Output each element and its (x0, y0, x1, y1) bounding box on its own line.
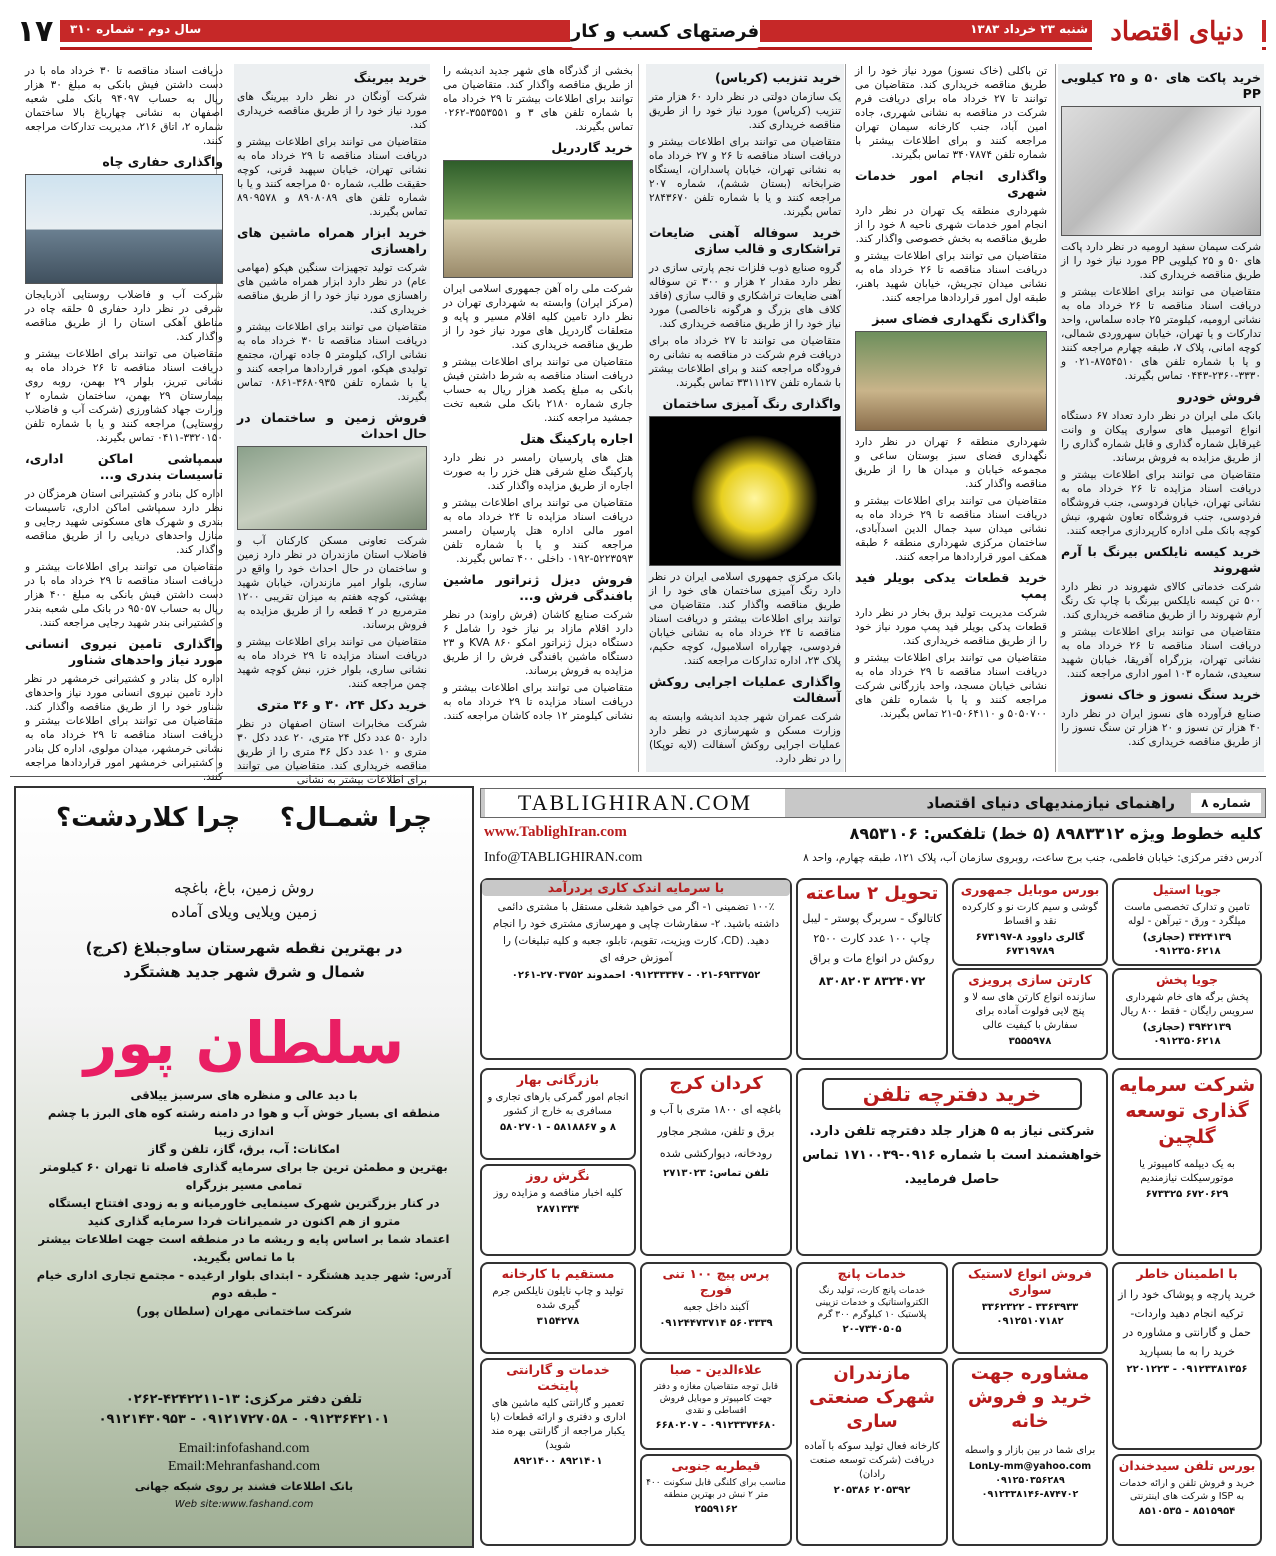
ad-text: پخش برگه های خام شهرداری سرویس رایگان - فقط ۸۰۰ ریال (1120, 992, 1254, 1017)
ad-text: باغچه ای ۱۸۰۰ متری با آب و برق و تلفن، مشجر مجاور رودخانه، دیوارکشی شده (650, 1103, 782, 1160)
article-headline: خرید بیرینگ (353, 70, 427, 85)
ad-title: با سرمایه اندک کاری پردرآمد (482, 880, 790, 896)
ad-emails (16, 1440, 472, 1476)
article-text: اداره کل بنادر و کشتیرانی استان هرمزگان در نظر دارد سمپاشی اماکن اداری، تاسیسات بندری و شهرک های مسکونی شهید رجایی و منازل واحدهای دریایی را از طریق مناقصه واگذار کند. (25, 488, 223, 556)
article-text: یک سازمان دولتی در نظر دارد ۶۰ هزار متر تنزیب (کریاس) مورد نیاز خود را از طریق مناقصه خریداری کند. (649, 91, 841, 131)
article-text: اداره کل بنادر و کشتیرانی خرمشهر در نظر دارد تامین نیروی انسانی مورد نیاز واحدهای شناور خود را از طریق مناقصه واگذار کند. متقاضیان می توانند برای اطلاعات بیشتر و دریافت اسناد مناقصه تا ۲۹ خرداد ماه به نشانی خرمشهر، میدان مولوی، اداره کل بنادر و کشتیرانی خرمشهر امور قراردادها مراجعه کنند. (25, 673, 223, 783)
article-headline: واگذاری عملیات اجرایی روکش آسفالت (649, 674, 841, 705)
ad-title: قیطریه جنوبی (671, 1458, 761, 1473)
ad-title: تحویل ۲ ساعته (805, 883, 939, 904)
article-text: شرکت مخابرات استان اصفهان در نظر دارد ۵۰ عدد دکل ۲۴ متری، ۲۰ عدد دکل ۳۰ متری و ۱۰ عدد دکل ۳۶ متری را از طریق مناقصه خریداری کند. متقاضیان می توانند برای اطلاعات بیشتر به نشانی (237, 718, 428, 786)
classified-ad (640, 1358, 792, 1450)
ad-text: تامین و تدارک تخصصی ماست میلگرد - ورق - تیرآهن - لوله (1124, 902, 1250, 927)
classified-ad (480, 878, 792, 1060)
classified-ad (1112, 1262, 1262, 1450)
ad-text: خرید و فروش تلفن و ارائه خدمات به ISP و شرکت های اینترنتی (1119, 1478, 1255, 1502)
website-link[interactable]: www.TablighIran.com (484, 824, 627, 840)
classifieds-banner (480, 788, 1266, 818)
ad-title: خرید دفترچه تلفن (822, 1078, 1082, 1110)
ad-phone: ۵۶۰۳۳۳۹ ۰۹۱۲۴۴۷۳۷۱۴ (659, 1318, 773, 1329)
contact-phones: کلیه خطوط ویژه ۸۹۸۳۳۱۲ (۵ خط) تلفکس: ۸۹۵۳۱۰۶ (849, 824, 1262, 843)
article-text: شرکت ملی راه آهن جمهوری اسلامی ایران (مرکز ایران) وابسته به شهرداری تهران در نظر دارد تامین کلیه اقلام مسیر و پایه و متعلقات گاردریل های مورد نیاز خود را از طریق مناقصه خریداری کند. (443, 283, 633, 351)
ad-phone: ۳۱۵۴۲۷۸ (536, 1316, 580, 1327)
ad-title: فروش انواع لاستیک سواری (968, 1266, 1092, 1297)
ad-phone: تلفن تماس: ۲۷۱۳۰۲۳ (663, 1168, 769, 1179)
classified-ad (480, 1164, 636, 1256)
classified-ad (952, 1262, 1108, 1354)
ad-phone-line: ۰۹۱۲۳۶۴۲۱۰۱ - ۰۹۱۲۱۷۲۷۰۵۸ - ۰۹۱۲۱۴۳۰۹۵۳ (98, 1412, 390, 1427)
ad-question-1: چرا شمـال؟ (279, 803, 432, 833)
classified-ad (796, 1262, 948, 1354)
article-text: متقاضیان می توانند برای اطلاعات بیشتر و دریافت اسناد مزایده تا ۲۶ خرداد ماه به نشانی تهران، خیابان فردوسی، جنب فروشگاه فردوسی، جنب فروشگاه تعاون شهرو، نبش کوچه بانک ملی اداره کارپردازی مراجعه کنند. (1061, 469, 1261, 537)
ad-phone: گالری داوود ۸-۶۷۳۱۹۷ ۶۷۳۱۹۷۸۹ (975, 932, 1085, 957)
guardrail-photo (443, 160, 633, 278)
article-text: متقاضیان می توانند برای اطلاعات بیشتر و دریافت اسناد مناقصه تا ۲۶ خرداد ماه به نشانی میدان تجریش، خیابان شهید باهنر، طبقه اول امور قراردادها مراجعه کنند. (855, 250, 1047, 304)
ad-phone: ۲۸۷۱۳۳۴ (536, 1204, 580, 1215)
email-link[interactable]: Info@TABLIGHIRAN.com (484, 850, 643, 865)
page-header (10, 14, 1266, 50)
article-headline: واگذاری تامین نیروی انسانی مورد نیاز واحدهای شناور (25, 636, 223, 667)
ad-text: کارخانه فعال تولید سوکه با آماده دریافت (شرکت توسعه صنعت رادان) (804, 1441, 940, 1480)
article-text: متقاضیان می توانند برای اطلاعات بیشتر و دریافت اسناد مزایده تا ۲۹ خرداد ماه به نشانی کیلومتر ۱۲ جاده کاشان مراجعه کنند. (443, 682, 633, 722)
article-headline: خرید گاردریل (551, 140, 633, 155)
article-text: متقاضیان می توانند برای اطلاعات بیشتر و دریافت اسناد مناقصه تا ۲۶ خرداد ماه به نشانی ارومیه، کیلومتر ۲۵ جاده سلماس، واحد تدارکات و یا تهران، خیابان سهروردی شمالی، کوچه امانی، پلاک ۷، طبقه چهارم مراجعه کنند و یا با شماره تلفن های ۸۷۵۴۵۱۰-۰۲۱ و ۳۳۳۰-۲۳۶۰-۰۴۴۳ تماس بگیرند. (1061, 286, 1262, 382)
ad-line: روش زمین، باغ، باغچه (173, 879, 315, 897)
article-text: شرکت آونگان در نظر دارد بیرینگ های مورد نیاز خود را از طریق مناقصه خریداری کند. (237, 91, 427, 131)
article-text: شرکت مدیریت تولید برق بخار در نظر دارد قطعات یدکی بویلر فید پمپ مورد نیاز خود را از طریق مناقصه خریداری کند. (855, 607, 1047, 647)
article-headline: خرید تنزیب (کریاس) (714, 70, 841, 85)
ad-text: برای شما در بین بازار و واسطه (964, 1445, 1096, 1456)
article-text: شرکت آب و فاضلاب روستایی آذربایجان شرقی در نظر دارد حفاری ۵ حلقه چاه در مناطق آهکی استان را از طریق مناقصه واگذار کند. (25, 289, 223, 343)
newspaper-logo: دنیای اقتصاد (1092, 14, 1262, 50)
ad-body-line: با دید عالی و منظره های سرسبز ییلاقی (130, 1088, 358, 1102)
banner-number: شماره ۸ (1191, 793, 1261, 813)
ad-title: با اطمینان خاطر (1136, 1266, 1238, 1281)
article-headline: فروش دیزل ژنراتور ماشین بافندگی فرش و... (443, 572, 633, 603)
ad-text: شرکتی نیاز به ۵ هزار جلد دفترچه تلفن دارد. خواهشمند است با شماره ۰۹۱۶-۱۷۱۰۰۳۹ تماس حاصل فرمایید. (802, 1124, 1102, 1187)
classified-ad (796, 1358, 948, 1546)
news-column-2 (852, 64, 1050, 772)
article-text: متقاضیان می توانند برای اطلاعات بیشتر و دریافت اسناد مناقصه تا ۲۶ خرداد ماه به نشانی تبریز، بلوار ۲۹ بهمن، روبه روی بیمارستان ۲۹ بهمن، ساختمان شماره ۲ وزارت جهاد کشاورزی (شرکت آب و فاضلاب روستایی) مراجعه کنند و یا با شماره تلفن ۳۳۲۰۱۵۰-۰۴۱۱ تماس بگیرند. (25, 348, 224, 444)
ad-network-note: بانک اطلاعات فشند بر روی شبکه جهانی (134, 1480, 354, 1493)
ad-title: جویا پخش (1156, 972, 1218, 987)
article-text: متقاضیان می توانند برای اطلاعات بیشتر و دریافت اسناد مناقصه تا ۳۰ خرداد ماه به نشانی اراک، کیلومتر ۵ جاده تهران، مجتمع تولیدی هپکو، امور قراردادها مراجعه کنند و یا با شماره تلفن ۳۶۸۰۹۳۵-۰۸۶۱ تماس بگیرند. (237, 321, 428, 403)
ad-text: قابل توجه متقاضیان مغازه و دفتر جهت کامپیوتر و موبایل فروش اقساطی و نقدی (653, 1382, 779, 1416)
ad-phone: ۳۳۶۳۹۳۳ - ۳۳۶۲۳۲۲ ۰۹۱۲۵۱۰۷۱۸۲ (981, 1302, 1079, 1327)
real-estate-advertisement (14, 786, 474, 1548)
article-headline: خرید سوفاله آهنی ضایعات تراشکاری و قالب سازی (649, 225, 841, 256)
article-text: متقاضیان می توانند برای اطلاعات بیشتر و دریافت اسناد مناقصه تا ۲۹ خرداد ماه به نشانی تهران، خیابان سپهبد قرنی، کوچه حقیقت طلب، شماره ۵۰ مراجعه کنند و یا با شماره تلفن های ۸۹۰۸۰۸۹ و ۸۹۰۹۵۷۸ تماس بگیرند. (237, 136, 428, 218)
cement-bags-photo (1061, 106, 1261, 236)
ad-text: تولید و چاپ نایلون نایلکس جرم گیری شده (492, 1286, 624, 1311)
ad-title: مازندران شهرک صنعتی ساری (809, 1363, 935, 1432)
classified-ad (952, 1358, 1108, 1546)
ad-title: کردان کرج (669, 1073, 763, 1094)
classified-ad (480, 1262, 636, 1354)
article-text: متقاضیان می توانند برای اطلاعات بیشتر و دریافت اسناد مناقصه تا ۲۹ خرداد ماه با در دست داشتن فیش بانکی به مبلغ ۴۰۰ هزار ریال به حساب ۹۵۰۵۷ در بانک ملی شعبه بندر و کشتیرانی بندر شهید رجایی مراجعه کنند. (25, 561, 224, 629)
ad-title: جویا استیل (1152, 882, 1222, 897)
article-text: شهرداری منطقه ۶ تهران در نظر دارد نگهداری فضای سبز بوستان ساعی و مجموعه خیابان و میدان ها را از طریق مناقصه واگذار کند. (855, 436, 1047, 490)
article-text: شرکت تولید تجهیزات سنگین هپکو (مهامی عام) در نظر دارد ابزار همراه ماشین های راهسازی مورد نیاز خود را از طریق مناقصه خریداری کند. (237, 262, 427, 316)
page-number: ۱۷ (10, 14, 60, 50)
article-text: هتل های پارسیان رامسر در نظر دارد پارکینگ ضلع شرقی هتل خزر را به صورت اجاره از طریق مزایده واگذار کند. (443, 452, 633, 492)
article-headline: خرید پاکت های ۵۰ و ۲۵ کیلویی PP (1061, 70, 1261, 101)
ad-text: به یک دیپلمه کامپیوتر یا موتورسیکلت نیازمندیم (1139, 1159, 1235, 1184)
article-text: تن باکلی (خاک نسوز) مورد نیاز خود را از طریق مناقصه خریداری کند. متقاضیان می توانند تا ۲۷ خرداد ماه برای دریافت فرم شرکت در مناقصه به نشانی شهرری، جاده امین آباد، جنب کارخانه سیمان تهران مراجعه کنند و برای اطلاعات بیشتر با شماره تلفن ۳۴۰۷۸۷۴ تماس بگیرند. (855, 65, 1047, 161)
article-text: متقاضیان می توانند برای اطلاعات بیشتر و دریافت اسناد مناقصه تا ۲۹ خرداد ماه به نشانی خیابان مسجد، واحد بازرگانی شرکت مراجعه کنند و یا با شماره تلفن های ۵۰۵۰۷۰۰ و ۵۰۶۴۱۱۰-۲۱ تماس بگیرند. (855, 652, 1047, 720)
ad-title: علاءالدین - صبا (669, 1362, 763, 1377)
banner-site[interactable]: TABLIGHIRAN.COM (485, 789, 785, 817)
ad-title: شرکت سرمایه گذاری توسعه گلچین (1118, 1074, 1256, 1148)
article-text: بانک مرکزی جمهوری اسلامی ایران در نظر دارد رنگ آمیزی ساختمان های خود را از طریق مناقصه واگذار کند. متقاضیان می توانند برای اطلاعات بیشتر و دریافت اسناد مناقصه تا ۲۴ خرداد ماه به نشانی خیابان فردوسی، چهارراه اسلامبول، کوچه حکیم، پلاک ۲۳، اداره تدارکات مراجعه کنند. (649, 571, 841, 667)
ad-text: خدمات پانچ کارت، تولید رنگ الکترواستاتیک و خدمات تزیینی پلاستیک ۱۰ کیلوگرم ۳۰۰ گرم (815, 1286, 929, 1320)
banner-title: راهنمای نیازمندیهای دنیای اقتصاد (926, 794, 1175, 812)
ad-phone: ۳۵۵۵۹۷۸ (1008, 1036, 1052, 1047)
article-text: شرکت تعاونی مسکن کارکنان آب و فاضلاب استان مازندران در نظر دارد زمین و ساختمان در حال احداث خود را واقع در ساری، بلوار امیر مازندران، خیابان شهید بهشتی، کوچه هفتم به میزان تقریبی ۱۲۰۰ مترمربع در ۲ قطعه را از طریق مزایده به فروش برساند. (237, 535, 427, 631)
park-photo (855, 331, 1047, 431)
ad-text: سازنده انواع کارتن های سه لا و پنج لایی فولوت آماده برای سفارش با کیفیت عالی (964, 992, 1096, 1031)
article-text: شهرداری منطقه یک تهران در نظر دارد انجام امور خدمات شهری ناحیه ۸ خود را از طریق مناقصه به بخش خصوصی واگذار کند. (855, 205, 1047, 245)
classified-ad (1112, 968, 1262, 1060)
ad-phones (34, 1390, 454, 1430)
article-text: شرکت عمران شهر جدید اندیشه وابسته به وزارت مسکن و شهرسازی در نظر دارد عملیات اجرایی روکش آسفالت (لایه توپکا) را در نظر دارد. (649, 711, 841, 765)
issue-date: شنبه ۲۳ خرداد ۱۳۸۳ (970, 22, 1088, 36)
article-text: شرکت صنایع کاشان (فرش راوند) در نظر دارد اقلام مازاد بر نیاز خود را شامل ۶ دستگاه دیزل ژنراتور امکو KVA ۸۶۰ و ۲۳ دستگاه ماشین بافندگی فرش را از طریق مزایده به فروش برساند. (443, 609, 633, 677)
ad-phone: ۰۲۱-۶۹۳۳۷۵۲ - ۰۹۱۲۳۳۳۴۷ احمدوند ۲۷۰۳۷۵۲-۰۲۶۱ (511, 970, 761, 981)
column-divider (1055, 64, 1056, 772)
classified-ad (796, 1068, 1108, 1256)
ad-body-line: امکانات: آب، برق، گاز، تلفن و گاز (148, 1142, 340, 1156)
section-title: فرصتهای کسب و کار (570, 16, 760, 48)
article-headline: واگذاری رنگ آمیزی ساختمان (662, 396, 841, 411)
article-text: صنایع فرآورده های نسوز ایران در نظر دارد ۴۰ هزار تن نسوز و ۲۰ هزار تن سنگ نسوز را از طریق مناقصه خریداری کند. (1061, 708, 1261, 748)
ad-phone: ۸ و ۵۸۱۸۸۶۷ - ۵۸۰۲۷۰۱ (500, 1122, 616, 1133)
ad-text: انجام امور گمرکی بارهای تجاری و مسافری به خارج از کشور (487, 1092, 629, 1117)
ad-body-line: در کنار بزرگترین شهرک سینمایی خاورمیانه و به زودی افتتاح ایستگاه مترو از هم اکنون در شمیرانات فردا سرمایه گذاری کنید (48, 1196, 440, 1228)
article-text: دریافت اسناد مناقصه تا ۳۰ خرداد ماه با در دست داشتن فیش بانکی به مبلغ ۳۰ هزار ریال به حساب ۹۴۰۹۷ بانک ملی شعبه اصفهان به نشانی چهارباغ بالا ساختمان شماره ۲، اتاق ۲۱۶، مدیریت تدارکات مراجعه کنند. (25, 65, 223, 147)
article-text: شرکت خدماتی کالای شهروند در نظر دارد ۵۰۰ تن کیسه نایلکس بیرنگ با چاپ تک رنگ آرم شهروند را از طریق مناقصه خریداری کند. (1061, 581, 1261, 621)
ad-title: خدمات پانچ (837, 1266, 907, 1281)
news-column-3 (646, 64, 844, 772)
classified-ad (640, 1262, 792, 1354)
ad-phone: ۸۳۲۴۰۷۲ ۸۳۰۸۲۰۳ (818, 974, 926, 988)
article-headline: خرید ابزار همراه ماشین های راهسازی (237, 225, 427, 256)
article-text: متقاضیان می توانند تا ۲۷ خرداد ماه برای دریافت فرم شرکت در مناقصه به نشانی ره فرودگاه مراجعه کنند و برای اطلاعات بیشتر با شماره تلفن ۳۳۱۱۱۲۷ تماس بگیرند. (649, 335, 841, 389)
ad-text: ۱۰۰٪ تضمینی ۱- اگر می خواهید شغلی مستقل با مشتری دائمی داشته باشید. ۲- سفارشات چاپی و مهرسازی مشتری خود را انجام دهید. (CD، کارت ویزیت، تقویم، تابلو، جعبه و کلیه تبلیغات) را آموزش حرفه ای (492, 901, 780, 964)
ad-phone-line: تلفن دفتر مرکزی: ۱۳-۴۲۴۲۲۱۱-۰۲۶۲ (125, 1392, 363, 1407)
article-headline: خرید دکل ۲۴، ۳۰ و ۳۶ متری (256, 697, 427, 712)
ad-body-line: آدرس: شهر جدید هشتگرد - ابتدای بلوار ارغیده - مجتمع تجاری اداری خیام - طبقه دوم (36, 1268, 452, 1300)
well-drilling-photo (25, 174, 223, 284)
section-divider (10, 776, 1266, 777)
ad-title: خدمات و گارانتی پایتخت (506, 1362, 610, 1393)
ad-line: زمین ویلایی ویلای آماده (171, 903, 317, 921)
ad-body-line: شرکت ساختمانی مهران (سلطان پور) (136, 1304, 352, 1318)
ad-email[interactable]: Email:Mehranfashand.com (167, 1459, 320, 1474)
article-text: متقاضیان می توانند برای اطلاعات بیشتر و دریافت اسناد مزایده تا ۲۹ خرداد ماه به نشانی ساری، بلوار خزر، نبش کوچه شهید چمن مراجعه کنند. (237, 636, 427, 690)
classified-ad (1112, 1068, 1262, 1256)
classified-ad (952, 878, 1108, 966)
ad-text: گوشی و سیم کارت نو و کارکرده نقد و اقساط (961, 902, 1099, 927)
paint-photo (649, 416, 841, 566)
ad-title: بورس تلفن سیدخندان (1118, 1458, 1256, 1473)
article-text: متقاضیان می توانند برای اطلاعات بیشتر و دریافت اسناد مناقصه به شرط داشتن فیش بانکی به مبلغ یکصد هزار ریال به حساب جاری شماره ۲۱۸۰ بانک ملی شعبه تخت جمشید مراجعه کنند. (443, 356, 633, 424)
news-column-5 (234, 64, 430, 786)
aerial-site-photo (237, 446, 427, 530)
ad-phone: ۲۵۵۹۱۶۲ (694, 1504, 738, 1515)
ad-phone: ۰۹۱۲۳۳۸۱۳۵۶ - ۲۲۰۱۲۲۳ (1126, 1364, 1248, 1375)
ad-body-line: بهترین و مطمئن ترین جا برای سرمایه گذاری فاصله تا تهران ۶۰ کیلومتر تمامی مسیر بزرگراه (40, 1160, 448, 1192)
ad-text: تعمیر و گارانتی کلیه ماشین های اداری و دفتری و ارائه قطعات (با یکبار مراجعه از گارانتی بهره مند شوید) (490, 1398, 626, 1451)
ad-question-2: چرا کلاردشت؟ (56, 803, 241, 833)
classified-ad (480, 1358, 636, 1546)
article-headline: واگذاری نگهداری فضای سبز (872, 311, 1047, 326)
ad-body-line: اعتماد شما بر اساس پایه و ریشه ما در منطقه است جهت اطلاعات بیشتر با ما تماس بگیرید. (38, 1232, 450, 1264)
classified-ad (480, 1068, 636, 1160)
ad-title: کارتن سازی پرویزی (968, 972, 1092, 987)
ad-phone: ۶۷۲۰۶۲۹ ۶۷۳۳۲۵ (1145, 1189, 1229, 1200)
ad-phone: ۸۵۱۵۹۵۴ - ۸۵۱۰۵۳۵ (1138, 1506, 1236, 1517)
article-headline: واگذاری انجام امور خدمات شهری (855, 168, 1047, 199)
classified-ad (1112, 1454, 1262, 1546)
ad-title: مشاوره جهت خرید و فروش خانه (967, 1363, 1093, 1432)
ad-title: بازرگانی بهار (516, 1072, 600, 1087)
volume-number: سال دوم - شماره ۳۱۰ (70, 22, 202, 36)
article-headline: اجاره پارکینگ هتل (519, 431, 633, 446)
classified-ad (952, 968, 1108, 1060)
classified-ad (796, 878, 948, 1060)
article-text: بخشی از گذرگاه های شهر جدید اندیشه را از طریق مناقصه واگذار کند. متقاضیان می توانند برای اطلاعات بیشتر تا ۲۹ خرداد ماه با شماره تلفن های ۳ و ۳۵۵۳۵۵۱-۰۲۶۲ تماس بگیرند. (443, 65, 633, 133)
article-headline: فروش خودرو (1177, 389, 1261, 404)
ad-text: کلیه اخبار مناقصه و مزایده روز (493, 1188, 623, 1199)
column-divider (638, 64, 639, 772)
article-headline: خرید کیسه نایلکس بیرنگ با آرم شهروند (1061, 544, 1261, 575)
ad-title: بورس موبایل جمهوری (960, 882, 1100, 897)
ad-phone: LonLy-mm@yahoo.com ۰۹۱۲۵۰۳۵۶۲۸۹ ۰۹۱۲۳۳۸۱۴۶-۸۷۴۷۰۲ (968, 1461, 1092, 1500)
article-headline: واگذاری حفاری چاه (102, 154, 223, 169)
ad-text: خرید پارچه و پوشاک خود را از ترکیه انجام دهید واردات- حمل و گارانتی و مشاوره در خرید را به ما بسپارید (1118, 1288, 1256, 1358)
classifieds-contact (480, 820, 1266, 872)
ad-title: مستقیم با کارخانه (501, 1266, 615, 1281)
ad-title: پرس پیچ ۱۰۰ تنی فورج (662, 1266, 770, 1297)
article-text: متقاضیان می توانند برای اطلاعات بیشتر و دریافت اسناد مناقصه تا ۲۶ خرداد ماه به نشانی تهران، بزرگراه آفریقا، خیابان شهید سعیدی، شماره ۱۰۳ امور اداری مراجعه کنند. (1061, 626, 1261, 680)
ad-phone: ۲۰۵۳۹۲ ۲۰۵۳۸۶ (833, 1485, 911, 1496)
column-divider (845, 64, 846, 772)
ad-phone: ۰۹۱۲۳۳۷۴۶۸۰ - ۶۶۸۰۲۰۷ (655, 1420, 777, 1431)
ad-text: آکبند داخل جعبه (683, 1302, 749, 1313)
ad-body-line: منطقه ای بسیار خوش آب و هوا در دامنه رشته کوه های البرز با چشم اندازی زیبا (47, 1106, 441, 1138)
ad-text: کاتالوگ - سربرگ پوستر - لیبل چاپ ۱۰۰ عدد کارت ۲۵۰۰ روکش در انواع مات و براق (802, 912, 942, 965)
ad-email[interactable]: Email:infofashand.com (178, 1441, 310, 1456)
ad-line: در بهترین نقطه شهرستان ساوجبلاغ (کرج) (85, 939, 403, 957)
article-text: گروه صنایع ذوب فلزات نجم پارتی سازی در نظر دارد مقدار ۲ هزار و ۳۰۰ تن سوفاله آهنی ضایعات تراشکاری و قالب سازی (فاقد کلاف های بزرگ و هرگونه ناخالصی) مورد نیاز خود را از طریق مناقصه خریداری کند. (649, 262, 841, 330)
ad-brand-name: سلطان پور (83, 1009, 405, 1077)
ad-phone: ۲۰-۷۳۴۰۵۰۵ (842, 1324, 902, 1335)
ad-phone: ۸۹۲۱۴۰۱ ۸۹۲۱۴۰۰ (513, 1456, 603, 1467)
article-headline: خرید قطعات یدکی بویلر فید پمپ (855, 570, 1047, 601)
classified-ad (1112, 878, 1262, 966)
ad-website[interactable]: Web site:www.fashand.com (174, 1499, 314, 1510)
article-text: شرکت سیمان سفید ارومیه در نظر دارد پاکت های ۵۰ و ۲۵ کیلویی PP مورد نیاز خود را از طریق مناقصه خریداری کند. (1061, 241, 1262, 281)
classified-ad (640, 1068, 792, 1256)
article-headline: فروش زمین و ساختمان در حال احداث (237, 410, 427, 441)
ad-title: نگرش روز (526, 1168, 590, 1183)
news-column-6 (22, 64, 226, 783)
article-text: بانک ملی ایران در نظر دارد تعداد ۶۷ دستگاه انواع اتومبیل های سواری پیکان و وانت غیرقابل شماره گذاری و قابل شماره گذاری را از طریق مزایده به فروش برساند. (1061, 410, 1261, 464)
ad-line: شمال و شرق شهر جدید هشتگرد (123, 963, 365, 981)
ad-phone: ۳۴۲۴۱۳۹ (حجازی) ۰۹۱۲۳۵۰۶۲۱۸ (1142, 932, 1232, 957)
article-headline: خرید سنگ نسوز و خاک نسوز (1081, 687, 1261, 702)
ad-body (34, 1086, 454, 1320)
ad-text: مناسب برای کلنگی قابل سکونت ۴۰۰ متر ۲ نبش در بهترین منطقه (646, 1478, 786, 1500)
article-text: متقاضیان می توانند برای اطلاعات بیشتر و دریافت اسناد مناقصه تا ۲۹ خرداد ماه به نشانی میدان سید جمال الدین اسدآبادی، ساختمان مرکزی شهرداری منطقه ۶ طبقه همکف امور قراردادها مراجعه کنند. (855, 495, 1047, 563)
article-text: متقاضیان می توانند برای اطلاعات بیشتر و دریافت اسناد مزایده تا ۲۴ خرداد ماه به امور مالی اداره هتل پارسیان رامسر مراجعه کنند و یا با شماره تلفن ۵۲۲۳۵۹۳-۰۱۹۲ داخلی ۴۰۰ تماس بگیرند. (443, 497, 633, 565)
news-column-1 (1058, 64, 1264, 772)
article-headline: سمپاشی اماکن اداری، تاسیسات بندری و... (25, 451, 223, 482)
contact-address: آدرس دفتر مرکزی: خیابان فاطمی، جنب برج ساعت، روبروی سازمان آب، پلاک ۱۲۱، طبقه چهارم، واحد ۸ (803, 852, 1262, 864)
news-column-4 (440, 64, 636, 772)
ad-phone: ۳۹۴۲۱۳۹ (حجازی) ۰۹۱۲۳۵۰۶۲۱۸ (1142, 1022, 1232, 1047)
classified-ad (640, 1454, 792, 1546)
article-text: متقاضیان می توانند برای اطلاعات بیشتر و دریافت اسناد مناقصه تا ۲۶ و ۲۷ خرداد ماه به نشانی تهران، خیابان پاسداران، ایستگاه ضرابخانه (بستان ششم)، شماره ۲۰۷ مراجعه کنند و یا با شماره تلفن ۲۸۴۳۶۷۰ تماس بگیرند. (649, 136, 841, 218)
